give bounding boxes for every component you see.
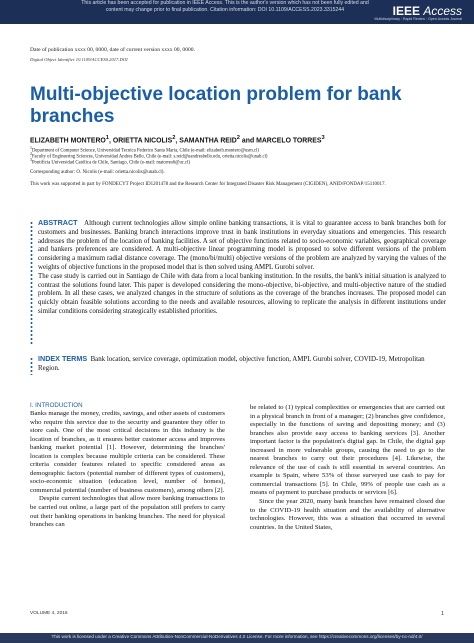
index-terms-text: Bank location, service coverage, optimization model, objective function, AMPL Gurobi solver, COVID-19, Metropolitan Region. — [38, 356, 425, 372]
logo-access-text: Access — [423, 4, 462, 18]
affil-text: Pontificia Universidad Católica de Chile, Santiago, Chile (e-mail: matorres6@uc.cl) — [31, 160, 191, 166]
right-column — [250, 404, 445, 532]
section-heading: I. INTRODUCTION — [30, 402, 83, 409]
logo-tagline: Multidisciplinary : Rapid Review : Open Access Journal — [374, 17, 462, 21]
author-name: MARCELO TORRES — [256, 137, 322, 145]
notice-line-2: content may change prior to final publication. Citation information: DOI 10.1109/ACCESS.2023.3315244 — [105, 7, 345, 13]
intro-paragraph-1: Banks manage the money, credits, savings, and other assets of customers who require this service due to the security and guarantee they offer to store cash. One of the most critical decisions in this industry is the location of branches, as it ensures better customer access and improves banking market potential [1]. However, determining the branches' location is complex because multiple criteria can be considered. These criteria consider features related to specific considered areas as demographic factors (potential number of different types of customers), socio-economic situation (education level, number of homes), commercial potential (number of business customers), among others [2]. — [30, 410, 225, 494]
abstract — [38, 219, 446, 317]
abstract-text: Although current technologies allow simple online banking transactions, it is vital to guarantee access to bank branches both for customers and businesses. Banking branch interactions improve trust in bank institutions in everyday situations and emergencies. This research addresses the problem of the location of banking facilities. A set of objective functions related to socio-economic variables, geographical coverage and bankers preferences are considered. A multi-objective linear programming model is proposed to solve different versions of the problem considering a maximum radial distance coverage. The (mono/bi/multi) objective versions of the problem are analyzed by varying the values of the weights of objective functions in the proposed model that is then solved using AMPL Gurobi solver. — [38, 220, 446, 271]
paper-title: Multi-objective location problem for bank branches — [30, 84, 402, 127]
license-text[interactable]: This work is licensed under a Creative Commons Attribution-NonCommercial-NoDerivatives 4.0 License. For more information, see https://creativecommons.org/licenses/by-nc-nd/4.0/ — [51, 634, 423, 639]
volume-label: VOLUME 4, 2016 — [30, 611, 68, 616]
ieee-access-logo[interactable] — [375, 4, 463, 21]
author-name: ORIETTA NICOLIS — [112, 137, 173, 145]
author-sup: 1 — [105, 135, 109, 141]
author-sup: 2 — [172, 135, 176, 141]
affil-sup: 3 — [30, 158, 32, 162]
logo-main-text: IEEE — [392, 4, 420, 18]
doi-line[interactable]: Digital Object Identifier 10.1109/ACCESS.2017.DOI — [30, 57, 128, 62]
affil-sup: 1 — [30, 146, 32, 150]
abstract-label: ABSTRACT — [38, 218, 78, 227]
publication-date: Date of publication xxxx 00, 0000, date of current version xxxx 00, 0000. — [30, 47, 195, 53]
index-dotted-rule — [30, 357, 33, 375]
notice-line-1: This article has been accepted for publication in IEEE Access. This is the author's version which has not been fully edited and — [81, 0, 369, 6]
intro-paragraph-3: be related to (1) typical complexities or emergencies that are carried out in a physical branch in front of a manager; (2) branches give confidence, especially in the functions of saving and depositing money; and (3) branches also provide easy access to banking services [3]. Another important factor is the population's digital gap. In Chile, the digital gap increased in more vulnerable groups, causing the need to go to the nearest branches to carry out their procedures [4]. Likewise, the relevance of the use of cash is still essential in several countries. An example is Spain, where 53% of those surveyed use cash to pay for commercial transactions [5]. In Chile, 99% of people use cash as a means of payment to purchase products or services [6]. — [250, 404, 445, 497]
affil-text: Department of Computer Science, Universidad Tecnica Federico Santa Maria, Chile (e-mail: elizabeth.montero@usm.cl) — [31, 148, 259, 154]
intro-paragraph-4: Since the year 2020, many bank branches have remained closed due to the COVID-19 health situation and the availability of alternative technologies. However, this was a situation that occurred in several countries. In the United States, — [250, 498, 445, 531]
author-name: SAMANTHA REID — [179, 137, 237, 145]
affil-text: Faculty of Engineering Sciences, Universidad Andres Bello, Chile (e-mail: s.reid@uandresbello.edu, orietta.nicolis@unab.cl) — [31, 154, 268, 160]
left-column — [30, 410, 225, 530]
intro-paragraph-2: Despite current technologies that allow more banking transactions to be carried out online, a large part of the population still prefers to carry out their banking operations in banking branches. The need for physical branches can — [30, 495, 225, 529]
license-bar — [0, 633, 474, 643]
index-terms — [38, 355, 446, 374]
corresponding-author: Corresponding author: O. Nicolis (e-mail: orietta.nicolis@unab.cl). — [30, 170, 165, 175]
abstract-dotted-rule — [30, 221, 33, 345]
author-sup: 3 — [321, 135, 325, 141]
funding-note: This work was supported in part by FONDECYT Project ID1201478 and the Research Center for Integrated Disaster Risk Management (CIGIDEN), ANID/FONDAP/15110017. — [30, 182, 386, 187]
author-sup: 2 — [236, 135, 240, 141]
publication-notice — [80, 0, 370, 14]
author-name: ELIZABETH MONTERO — [30, 137, 106, 145]
page-number: 1 — [440, 611, 444, 617]
affiliation-3 — [30, 158, 450, 166]
author-list: ELIZABETH MONTERO$^1$, ORIETTA NICOLIS$^2$, SAMANTHA REID$^2$ and MARCELO TORRES$^3$ — [30, 135, 325, 145]
index-terms-label: INDEX TERMS — [38, 354, 88, 363]
affil-sup: 2 — [30, 152, 32, 156]
header-bar — [0, 0, 474, 24]
abstract-text-2: The case study is carried out in Santiago de Chile with data from a local banking institution. In the results, the bank's initial situation is analyzed to contrast the solutions found later. This paper is developed considering the mono-objective, bi-objective, and multi-objective nature of the studied problem. In all these cases, we analyzed changes in the structure of solutions as the coverage of the branches increases. The proposed model can quickly obtain feasible solutions according to the needs and available resources, allowing to replicate the analysis in different institutions under similar conditions considering strategically established priorities. — [38, 272, 446, 315]
